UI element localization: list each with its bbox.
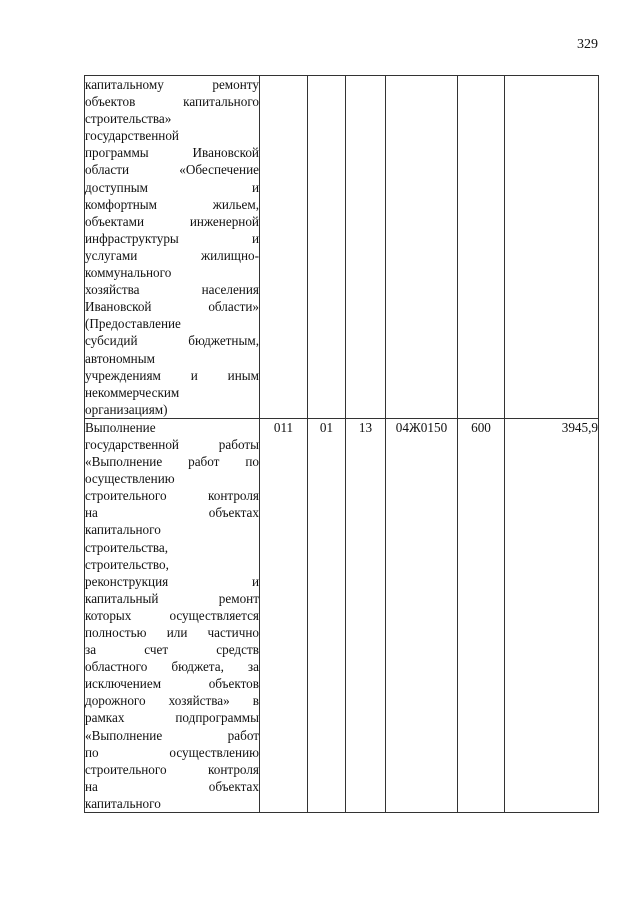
description-line: хозяйства населения (85, 282, 259, 298)
description-line: которых осуществляется (85, 607, 259, 623)
description-line: инфраструктуры и (85, 230, 259, 246)
description-line: капитального (85, 795, 161, 811)
description-line: полностью или частично (85, 625, 259, 640)
description-line: на объектах (85, 778, 259, 794)
page-number: 329 (577, 37, 598, 52)
budget-table (84, 75, 599, 813)
section-code-cell: 01 (308, 418, 346, 812)
description-line: учреждениям и иным (85, 367, 259, 383)
amount-cell (505, 76, 599, 419)
description-line: субсидий бюджетным, (85, 333, 259, 349)
description-line: государственной (85, 128, 179, 144)
description-line: капитальный ремонт (85, 590, 259, 606)
description-line: капитального (85, 522, 161, 538)
target-article-cell (386, 76, 458, 419)
description-line: объектами инженерной (85, 213, 259, 229)
description-line: доступным и (85, 179, 259, 195)
description-line: строительного контроля (85, 761, 259, 777)
table-row (85, 76, 599, 419)
expense-type-cell (458, 76, 505, 419)
section-code-cell (308, 76, 346, 419)
description-line: Выполнение (85, 419, 156, 435)
description-line: коммунального (85, 265, 172, 281)
description-line: капитальному ремонту (85, 77, 259, 92)
description-line: по осуществлению (85, 744, 259, 760)
description-line: «Выполнение работ (85, 727, 259, 743)
description-line: «Выполнение работ по (85, 454, 259, 470)
description-line: на объектах (85, 505, 259, 521)
description-line: за счет средств (85, 642, 259, 658)
description-line: автономным (85, 350, 155, 366)
description-line: комфортным жильем, (85, 196, 259, 212)
description-line: строительства, (85, 539, 169, 555)
description-line: реконструкция и (85, 573, 259, 589)
description-line: услугами жилищно- (85, 247, 259, 263)
description-line: строительства» (85, 111, 172, 127)
ministry-code-cell: 011 (260, 418, 308, 812)
description-line: осуществлению (85, 471, 175, 487)
expense-type-cell: 600 (458, 418, 505, 812)
table-row (85, 418, 599, 812)
subsection-code-cell (346, 76, 386, 419)
subsection-code-cell: 13 (346, 418, 386, 812)
description-line: строительство, (85, 556, 169, 572)
description-line: области «Обеспечение (85, 162, 259, 178)
description-line: исключением объектов (85, 676, 259, 692)
amount-cell: 3945,9 (505, 418, 599, 812)
description-line: дорожного хозяйства» в (85, 693, 259, 709)
description-line: Ивановской области» (85, 299, 259, 315)
description-line: (Предоставление (85, 316, 181, 332)
description-line: некоммерческим (85, 384, 180, 400)
description-line: областного бюджета, за (85, 659, 259, 675)
description-line: программы Ивановской (85, 145, 259, 161)
description-line: строительного контроля (85, 488, 259, 504)
description-line: рамках подпрограммы (85, 710, 259, 726)
description-line: объектов капитального (85, 94, 259, 110)
description-cell (85, 76, 260, 419)
description-line: государственной работы (85, 436, 259, 452)
ministry-code-cell (260, 76, 308, 419)
target-article-cell: 04Ж0150 (386, 418, 458, 812)
description-line: организациям) (85, 401, 168, 417)
description-cell (85, 418, 260, 812)
